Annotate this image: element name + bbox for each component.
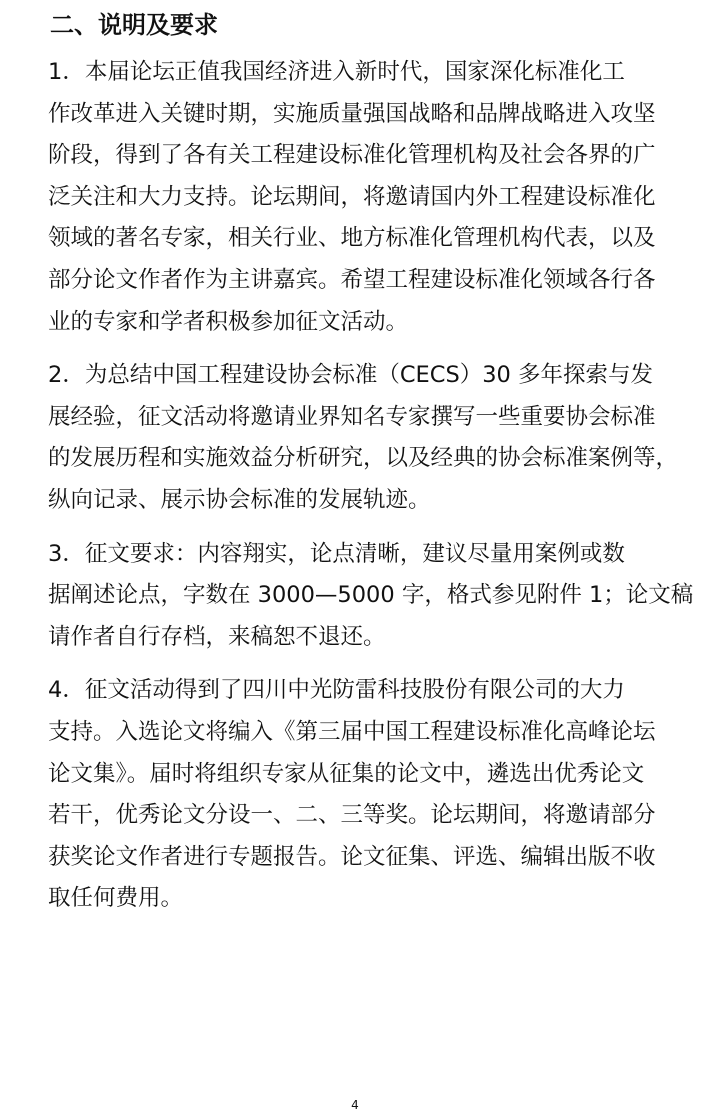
document-body: [48, 52, 698, 932]
paragraph-4: 4．征文活动得到了四川中光防雷科技股份有限公司的大力 支持。入选论文将编入《第三届中国工程建设标准化高峰论坛 论文集》。届时将组织专家从征集的论文中，遴选出优秀论文 若干，优秀论文分设一、二、三等奖。论坛期间，将邀请部分 获奖论文作者进行专题报告。论文征集、评选、编辑出版不收 取任何费用。: [48, 677, 656, 912]
paragraph-2: 2．为总结中国工程建设协会标准（CECS）30 多年探索与发 展经验，征文活动将邀请业界知名专家撰写一些重要协会标准 的发展历程和实施效益分析研究，以及经典的协会标准案例等， 纵向记录、展示协会标准的发展轨迹。: [48, 362, 679, 513]
paragraph-3: 3．征文要求：内容翔实，论点清晰，建议尽量用案例或数 据阐述论点，字数在 3000—5000 字，格式参见附件 1；论文稿 请作者自行存档，来稿恕不退还。: [48, 540, 694, 650]
page-number: 4: [351, 1098, 359, 1112]
paragraph-1: 1．本届论坛正值我国经济进入新时代，国家深化标准化工 作改革进入关键时期，实施质量强国战略和品牌战略进入攻坚 阶段，得到了各有关工程建设标准化管理机构及社会各界的广 泛关注和大力支持。论坛期间，将邀请国内外工程建设标准化 领域的著名专家，相关行业、地方标准化管理机构代表，以及 部分论文作者作为主讲嘉宾。希望工程建设标准化领域各行各 业的专家和学者积极参加征文活动。: [48, 59, 656, 335]
section-heading: 二、说明及要求: [50, 11, 218, 39]
